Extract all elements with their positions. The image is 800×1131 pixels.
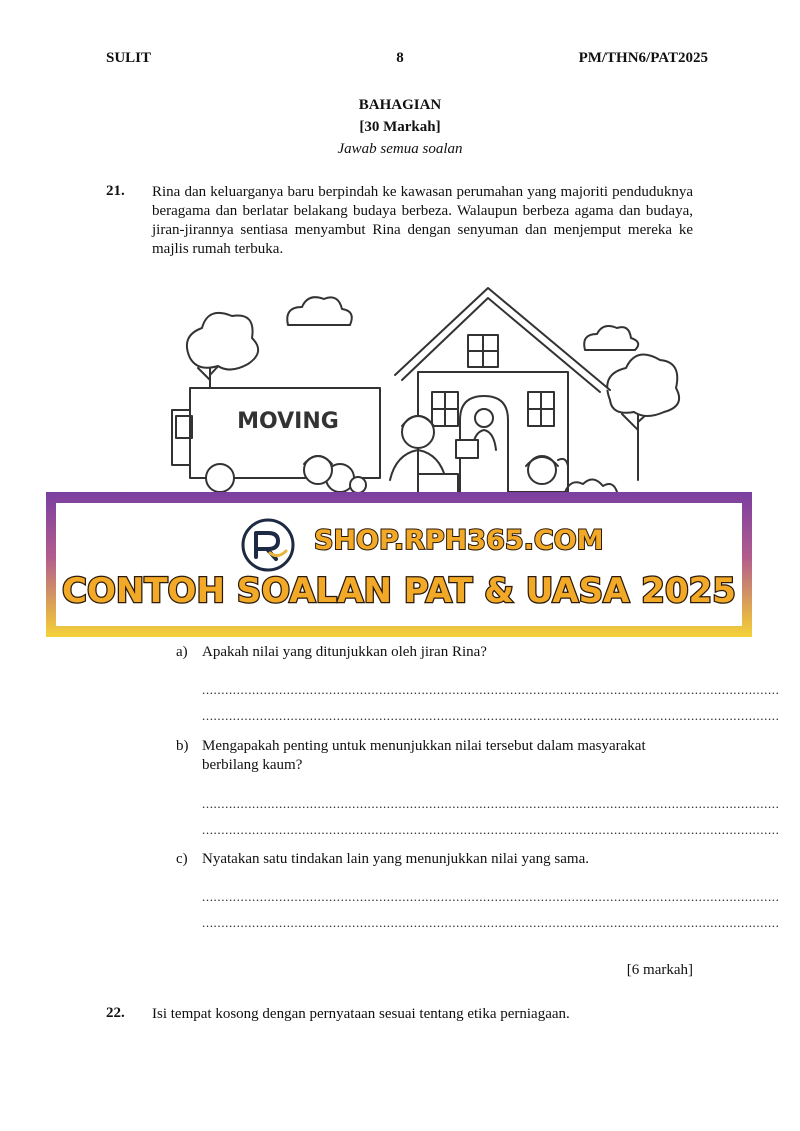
- question-22-number: 22.: [106, 1005, 125, 1021]
- sub-question-c-label: c): [176, 851, 188, 867]
- sub-question-b-label: b): [176, 738, 189, 754]
- rph365-logo-icon: [240, 517, 296, 573]
- sub-question-c-text: Nyatakan satu tindakan lain yang menunjukkan nilai yang sama.: [202, 851, 589, 867]
- answer-line[interactable]: ......................................................................................................................................................: [202, 682, 780, 697]
- answer-line[interactable]: ......................................................................................................................................................: [202, 915, 780, 930]
- question-22-text: Isi tempat kosong dengan pernyataan sesuai tentang etika perniagaan.: [152, 1006, 570, 1022]
- sub-question-a-label: a): [176, 644, 188, 660]
- promo-banner: [46, 492, 752, 637]
- answer-line[interactable]: ......................................................................................................................................................: [202, 822, 780, 837]
- sub-question-b-text: Mengapakah penting untuk menunjukkan nilai tersebut dalam masyarakat berbilang kaum?: [202, 738, 646, 773]
- promo-banner-inner: [56, 503, 742, 626]
- question-21-text: Rina dan keluarganya baru berpindah ke kawasan perumahan yang majoriti penduduknya beragama dan berlatar belakang budaya berbeza. Walaupun berbeza agama dan budaya, jiran-jirannya sentiasa menyambut Rina dengan senyuman dan menjemput mereka ke majlis rumah terbuka.: [152, 184, 693, 257]
- shop-url: SHOP.RPH365.COM: [314, 525, 604, 556]
- page-number: 8: [396, 50, 404, 66]
- header-right: PM/THN6/PAT2025: [578, 50, 708, 66]
- moving-house-illustration: [170, 280, 690, 495]
- answer-line[interactable]: ......................................................................................................................................................: [202, 708, 780, 723]
- truck-label: MOVING: [237, 409, 339, 434]
- sub-question-a-text: Apakah nilai yang ditunjukkan oleh jiran Rina?: [202, 644, 487, 660]
- question-21-marks: [6 markah]: [626, 962, 693, 978]
- section-marks: [30 Markah]: [359, 119, 441, 135]
- section-instruction: Jawab semua soalan: [337, 141, 463, 157]
- question-21-number: 21.: [106, 183, 125, 199]
- answer-line[interactable]: ......................................................................................................................................................: [202, 889, 780, 904]
- header-left: SULIT: [106, 50, 152, 66]
- banner-title: CONTOH SOALAN PAT & UASA 2025: [62, 571, 736, 611]
- answer-line[interactable]: ......................................................................................................................................................: [202, 796, 780, 811]
- section-title: BAHAGIAN: [358, 97, 442, 113]
